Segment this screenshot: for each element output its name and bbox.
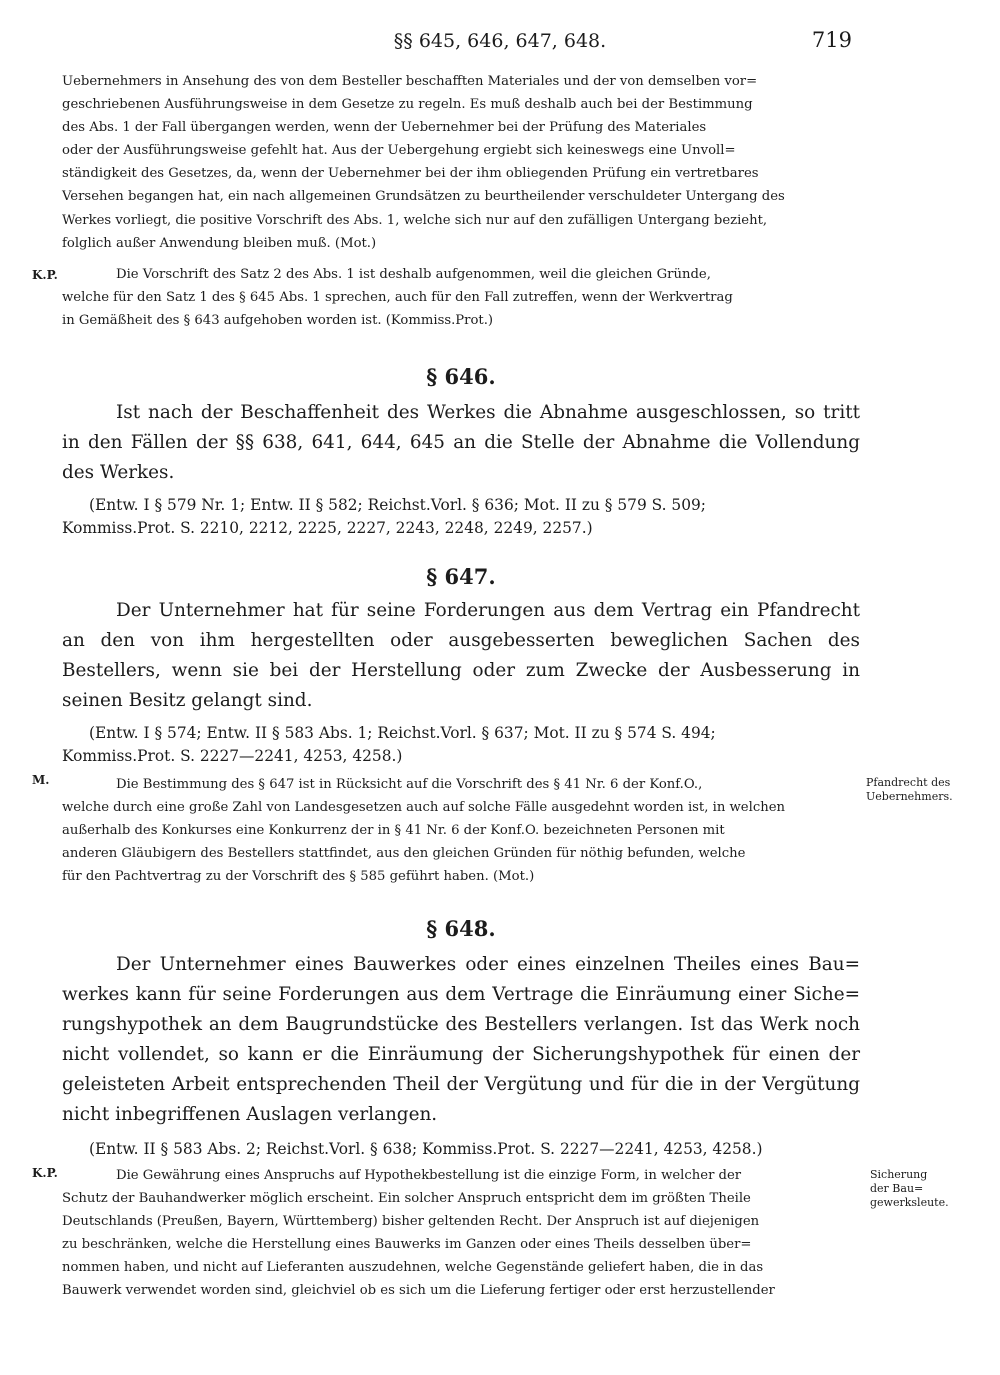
- text-line: des Werkes.: [62, 462, 175, 483]
- text-line: in Gemäßheit des § 643 aufgehoben worden ist. (Kommiss.Prot.): [62, 313, 494, 329]
- section-heading: § 647.: [426, 564, 496, 589]
- margin-note-line: Uebernehmers.: [866, 790, 953, 803]
- commission-comment: [62, 1164, 860, 1303]
- section-646: [62, 362, 860, 539]
- text-line: Der Unternehmer eines Bauwerkes oder eines einzelnen Theiles eines Bau=: [116, 954, 860, 975]
- text-line: geschriebenen Ausführungsweise in dem Gesetze zu regeln. Es muß deshalb auch bei der Bestimmung: [62, 97, 753, 113]
- statute-text: [62, 950, 860, 1130]
- text-line: zu beschränken, welche die Herstellung eines Bauwerks im Ganzen oder eines Theils desselben über=: [62, 1237, 752, 1253]
- reference-line: (Entw. I § 574; Entw. II § 583 Abs. 1; Reichst.Vorl. § 637; Mot. II zu § 574 S. 494;: [89, 724, 716, 742]
- reference-line: (Entw. I § 579 Nr. 1; Entw. II § 582; Reichst.Vorl. § 636; Mot. II zu § 579 S. 509;: [89, 496, 706, 514]
- continuation-paragraph: [62, 70, 860, 255]
- reference-line: (Entw. II § 583 Abs. 2; Reichst.Vorl. § 638; Kommiss.Prot. S. 2227—2241, 4253, 4258.): [89, 1140, 763, 1158]
- reference-line: Kommiss.Prot. S. 2227—2241, 4253, 4258.): [62, 746, 403, 765]
- reference-block: [62, 494, 860, 539]
- text-line: ständigkeit des Gesetzes, da, wenn der Uebernehmer bei der ihm obliegenden Prüfung ein vertretbares: [62, 166, 759, 182]
- text-line: Schutz der Bauhandwerker möglich erscheint. Ein solcher Anspruch entspricht dem im größten Theile: [62, 1191, 751, 1207]
- text-line: wenn sie bei der Herstellung oder zum Zwecke der Ausbesserung in seinen Besitz: [62, 660, 860, 711]
- commission-tag: K.P.: [32, 1166, 58, 1180]
- text-line: des Abs. 1 der Fall übergangen werden, wenn der Uebernehmer bei der Prüfung des Materiales: [62, 120, 707, 136]
- text-line: Deutschlands (Preußen, Bayern, Württemberg) bisher geltenden Recht. Der Anspruch ist auf diejenigen: [62, 1214, 760, 1230]
- text-line: für den Pachtvertrag zu der Vorschrift des § 585 geführt haben. (Mot.): [62, 869, 535, 885]
- text-line: Der Unternehmer hat für seine Forderungen aus dem Vertrag ein Pfandrecht: [116, 600, 860, 621]
- text-line: folglich außer Anwendung bleiben muß. (Mot.): [62, 235, 377, 251]
- text-line: an den von ihm hergestellten oder ausgebesserten beweglichen Sachen des Bestellers,: [62, 630, 860, 681]
- commission-tag: K.P.: [32, 268, 58, 282]
- text-line: Die Vorschrift des Satz 2 des Abs. 1 ist deshalb aufgenommen, weil die gleichen Gründe,: [116, 267, 711, 282]
- margin-note-sicherung: [870, 1168, 949, 1210]
- text-line: nommen haben, und nicht auf Lieferanten auszudehnen, welche Gegenstände geliefert haben, die in das: [62, 1260, 764, 1276]
- text-line: anderen Gläubigern des Bestellers stattfindet, aus den gleichen Gründen für nöthig befunden, welche: [62, 846, 746, 862]
- statute-text: [62, 398, 860, 488]
- motive-comment: [62, 773, 860, 888]
- text-line: gelangt sind.: [191, 690, 313, 711]
- text-line: werkes kann für seine Forderungen aus dem Vertrage die Einräumung einer Siche=: [62, 984, 860, 1005]
- margin-note-pfandrecht: [866, 776, 953, 804]
- text-line: Ist nach der Beschaffenheit des Werkes die Abnahme ausgeschlossen, so tritt in: [62, 402, 860, 453]
- header-sections: §§ 645, 646, 647, 648.: [393, 30, 607, 52]
- text-line: Die Bestimmung des § 647 ist in Rücksicht auf die Vorschrift des § 41 Nr. 6 der Konf.O.,: [116, 777, 703, 792]
- section-heading: § 646.: [426, 364, 496, 389]
- page-number: 719: [811, 28, 852, 52]
- section-648: [62, 914, 860, 1161]
- page-header: [0, 30, 1000, 60]
- margin-note-line: der Bau=: [870, 1182, 924, 1195]
- text-line: welche durch eine große Zahl von Landesgesetzen auch auf solche Fälle ausgedehnt worden ist, in welchen: [62, 800, 785, 816]
- reference-line: Kommiss.Prot. S. 2210, 2212, 2225, 2227, 2243, 2248, 2249, 2257.): [62, 518, 593, 537]
- margin-note-line: gewerksleute.: [870, 1196, 949, 1209]
- text-line: den Fällen der §§ 638, 641, 644, 645 an die Stelle der Abnahme die Vollendung: [87, 432, 860, 453]
- text-line: nicht vollendet, so kann er die Einräumung der Sicherungshypothek für einen der: [62, 1044, 860, 1065]
- reference-block: [62, 1138, 860, 1161]
- statute-text: [62, 596, 860, 716]
- text-line: außerhalb des Konkurses eine Konkurrenz der in § 41 Nr. 6 der Konf.O. bezeichneten Personen mit: [62, 823, 725, 839]
- text-line: Bauwerk verwendet worden sind, gleichviel ob es sich um die Lieferung fertiger oder erst herzustellender: [62, 1283, 775, 1299]
- text-line: Uebernehmers in Ansehung des von dem Besteller beschafften Materiales und der von demselben vor=: [62, 74, 758, 89]
- text-line: nicht inbegriffenen Auslagen verlangen.: [62, 1104, 438, 1125]
- commission-comment: [62, 263, 860, 332]
- motive-tag: M.: [32, 773, 50, 787]
- text-line: Die Gewährung eines Anspruchs auf Hypothekbestellung ist die einzige Form, in welcher der: [116, 1168, 742, 1183]
- section-647: [62, 562, 860, 767]
- text-line: welche für den Satz 1 des § 645 Abs. 1 sprechen, auch für den Fall zutreffen, wenn der Werkvertrag: [62, 290, 733, 306]
- margin-note-line: Sicherung: [870, 1168, 928, 1181]
- section-heading: § 648.: [426, 916, 496, 941]
- text-line: Versehen begangen hat, ein nach allgemeinen Grundsätzen zu beurtheilender verschuldeter Untergang des: [62, 189, 785, 205]
- text-line: Werkes vorliegt, die positive Vorschrift des Abs. 1, welche sich nur auf den zufälligen Untergang bezieht,: [62, 212, 768, 228]
- text-line: geleisteten Arbeit entsprechenden Theil der Vergütung und für die in der Vergütung: [62, 1074, 860, 1095]
- text-line: oder der Ausführungsweise gefehlt hat. Aus der Uebergehung ergiebt sich keineswegs eine Unvoll=: [62, 143, 736, 159]
- reference-block: [62, 722, 860, 767]
- margin-note-line: Pfandrecht des: [866, 776, 951, 789]
- text-line: rungshypothek an dem Baugrundstücke des Bestellers verlangen. Ist das Werk noch: [62, 1014, 860, 1035]
